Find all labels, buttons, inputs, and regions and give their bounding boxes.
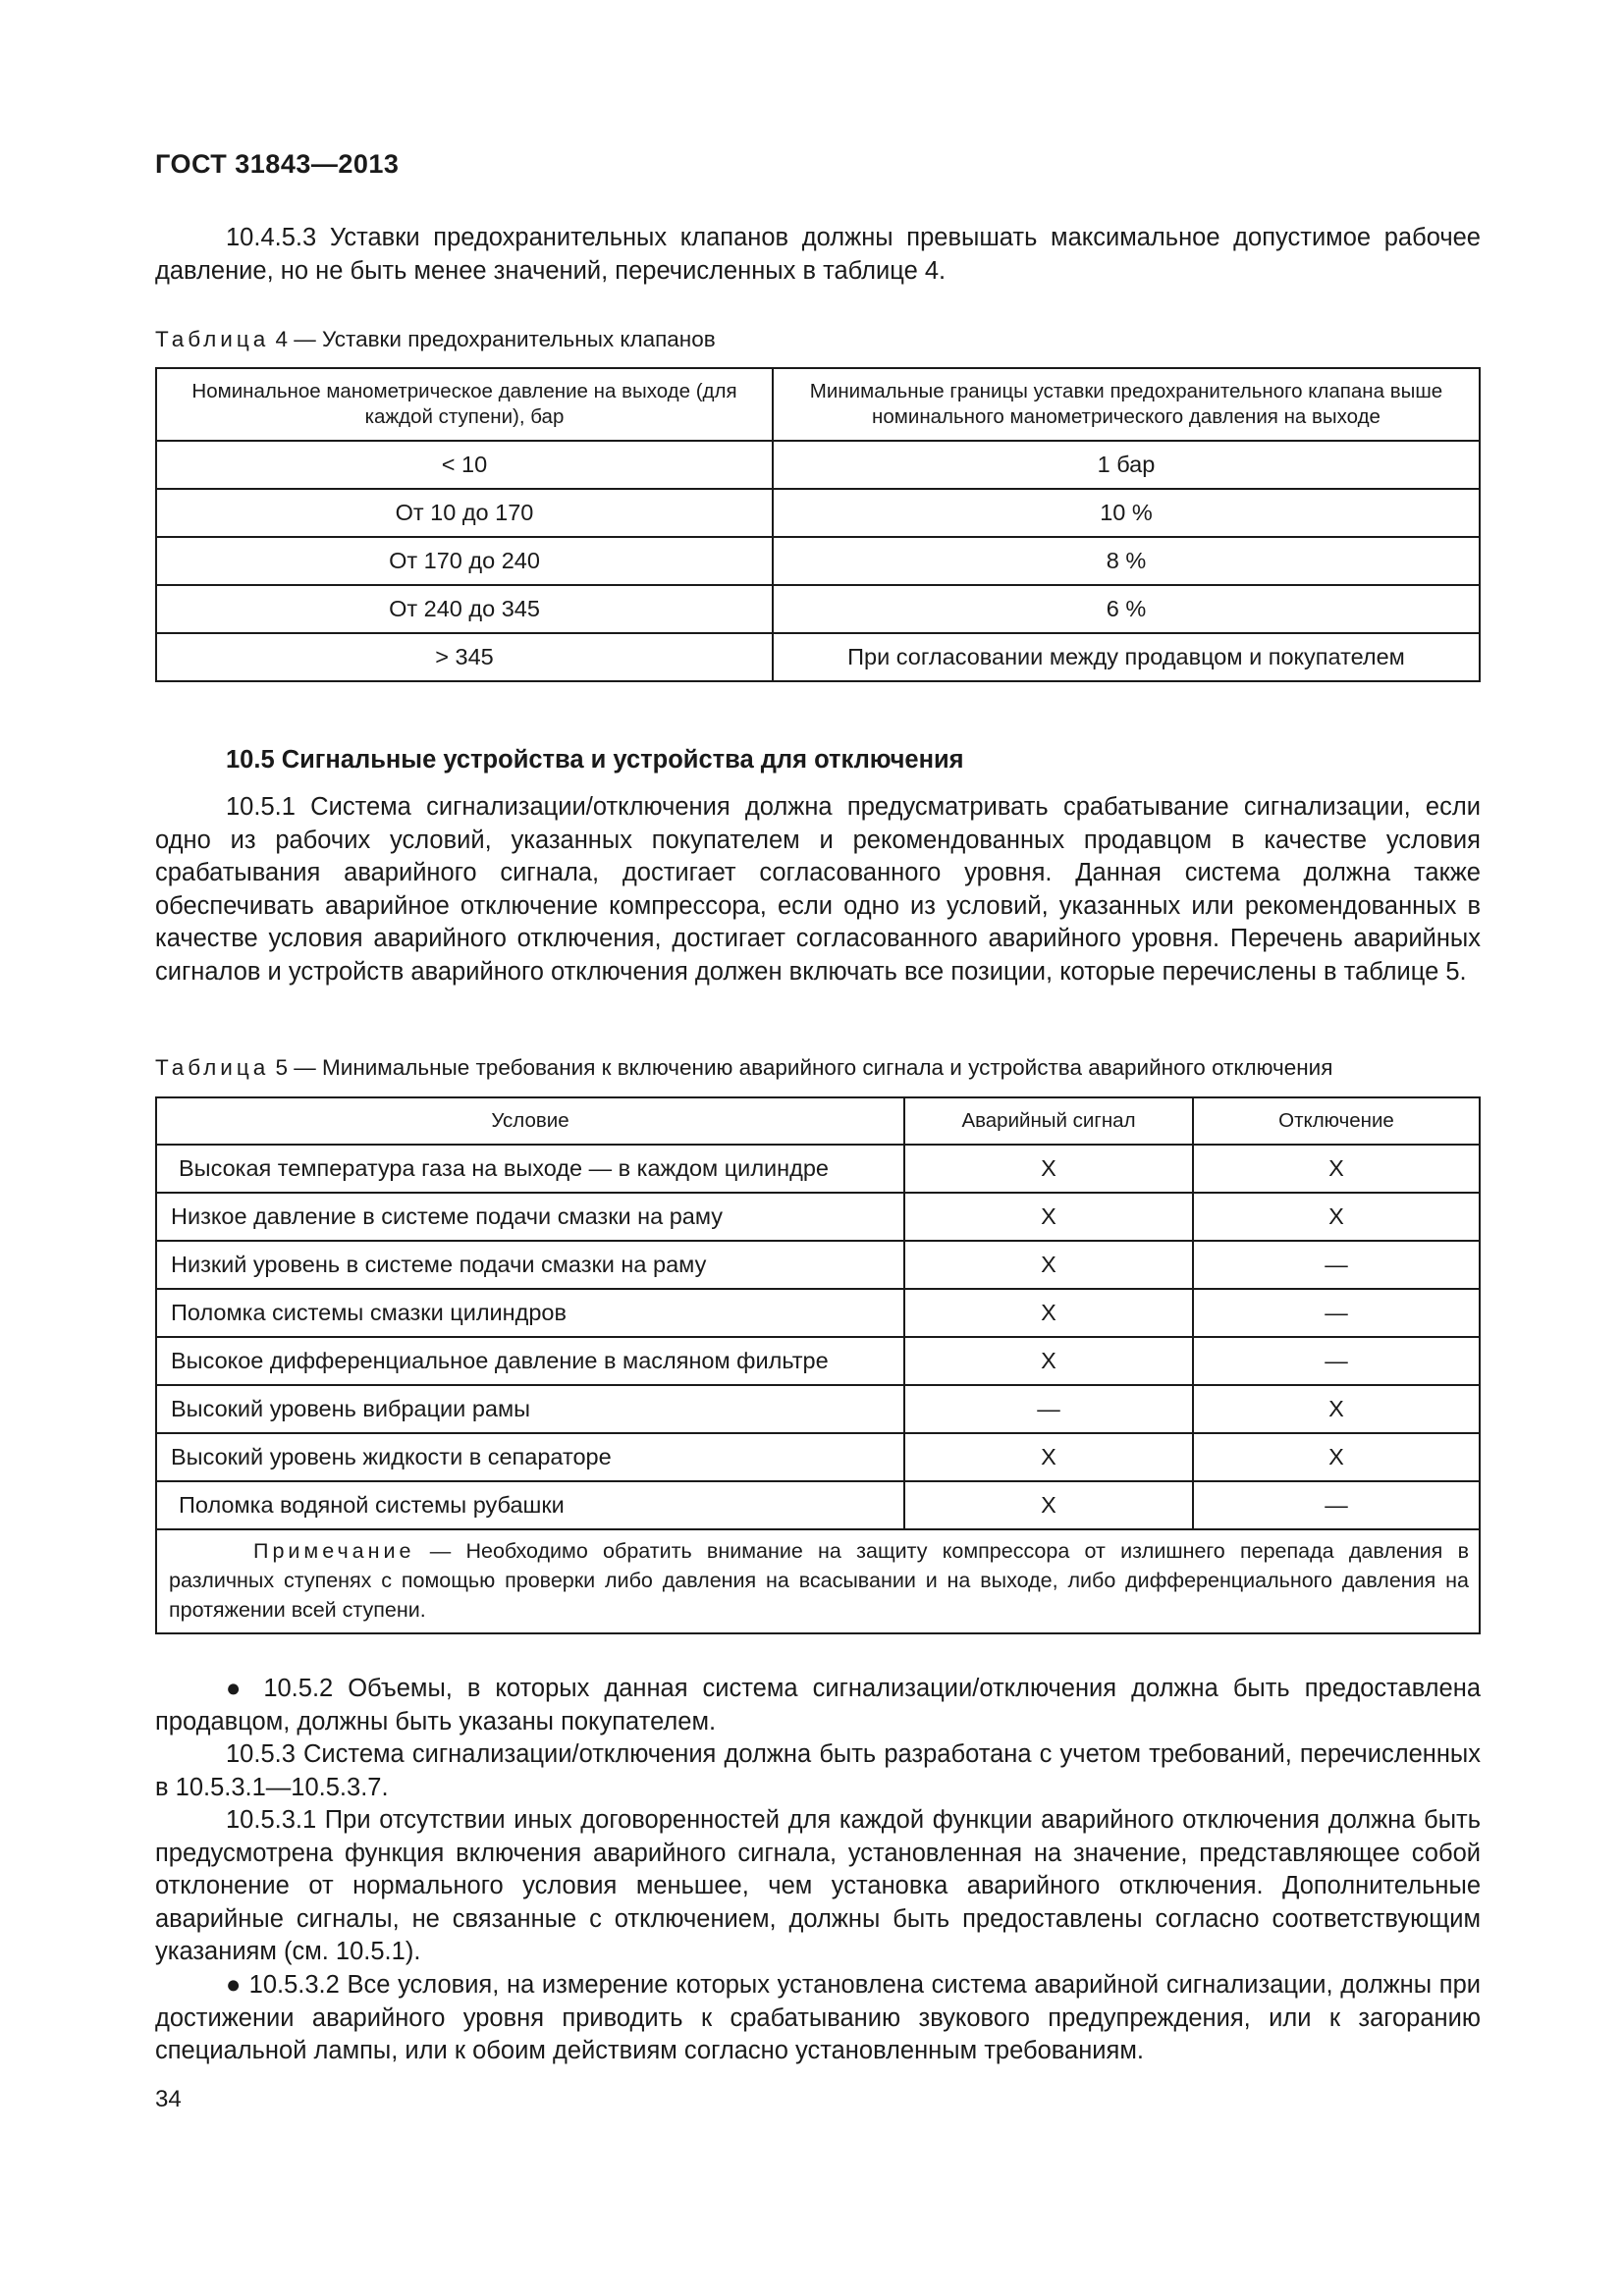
table-5-note [156, 1529, 1480, 1633]
shutdown-cell: X [1193, 1433, 1480, 1481]
table-4-header-row [156, 368, 1480, 441]
page-number: 34 [155, 2086, 182, 2112]
table-5-caption-title: 5 — Минимальные требования к включению аварийного сигнала и устройства аварийного отключения [269, 1055, 1333, 1080]
paragraph-10-5-3-2: ● 10.5.3.2 Все условия, на измерение которых установлена система аварийной сигнализации, должны при достижении аварийного уровня приводить к срабатыванию звукового предупреждения, или к загоранию специальной лампы, или к обоим действиям согласно установленным требованиям. [155, 1971, 1481, 2064]
limit-cell: 1 бар [773, 441, 1480, 489]
limit-cell: 8 % [773, 537, 1480, 585]
section-10-5-heading: 10.5 Сигнальные устройства и устройства для отключения [226, 746, 964, 774]
shutdown-cell: X [1193, 1385, 1480, 1433]
table-4-caption-prefix: Таблица [155, 327, 270, 351]
alarm-cell: X [904, 1289, 1193, 1337]
shutdown-cell: — [1193, 1241, 1480, 1289]
paragraph-10-5-1: 10.5.1 Система сигнализации/отключения должна предусматривать срабатывание сигнализации, если одно из рабочих условий, указанных покупателем и рекомендованных продавцом в качестве условия срабатывания аварийного сигнала, достигает согласованного уровня. Данная система должна также обеспечивать аварийное отключение компрессора, если одно из условий, указанных или рекомендованных в качестве условия аварийного отключения, достигает согласованного аварийного уровня. Перечень аварийных сигналов и устройств аварийного отключения должен включать все позиции, которые перечислены в таблице 5. [155, 793, 1481, 986]
table-row [156, 441, 1480, 489]
table-5-col-alarm-header: Аварийный сигнал [904, 1097, 1193, 1145]
condition-cell: Высокое дифференциальное давление в масляном фильтре [156, 1337, 904, 1385]
note-label: Примечание [253, 1539, 415, 1563]
alarm-cell: X [904, 1193, 1193, 1241]
limit-cell: При согласовании между продавцом и покупателем [773, 633, 1480, 681]
paragraph-10-4-5-3: 10.4.5.3 Уставки предохранительных клапанов должны превышать максимальное допустимое рабочее давление, но не быть менее значений, перечисленных в таблице 4. [155, 224, 1481, 285]
table-row [156, 585, 1480, 633]
shutdown-cell: — [1193, 1481, 1480, 1529]
note-text: — Необходимо обратить внимание на защиту компрессора от излишнего перепада давления в различных ступенях с помощью проверки либо давления на всасывании и на выходе, либо дифференциального давления на протяжении всей ступени. [169, 1539, 1469, 1622]
shutdown-cell: X [1193, 1193, 1480, 1241]
alarm-cell: X [904, 1145, 1193, 1193]
table-5-note-row [156, 1529, 1480, 1633]
table-5-alarm-shutdown-requirements [155, 1096, 1481, 1634]
table-row [156, 1433, 1480, 1481]
document-code: ГОСТ 31843—2013 [155, 149, 400, 179]
limit-cell: 6 % [773, 585, 1480, 633]
table-row [156, 1241, 1480, 1289]
table-5-col-shutdown-header: Отключение [1193, 1097, 1480, 1145]
pressure-cell: < 10 [156, 441, 773, 489]
paragraph-10-5-3: 10.5.3 Система сигнализации/отключения должна быть разработана с учетом требований, перечисленных в 10.5.3.1—10.5.3.7. [155, 1740, 1481, 1801]
table-row [156, 1337, 1480, 1385]
table-5-col-condition-header: Условие [156, 1097, 904, 1145]
table-row [156, 1145, 1480, 1193]
alarm-cell: X [904, 1241, 1193, 1289]
condition-cell: Поломка системы смазки цилиндров [156, 1289, 904, 1337]
table-row [156, 489, 1480, 537]
table-5-caption-prefix: Таблица [155, 1055, 270, 1080]
condition-cell: Низкое давление в системе подачи смазки на раму [156, 1193, 904, 1241]
shutdown-cell: — [1193, 1337, 1480, 1385]
shutdown-cell: X [1193, 1145, 1480, 1193]
table-4-caption [155, 327, 716, 352]
table-row [156, 633, 1480, 681]
shutdown-cell: — [1193, 1289, 1480, 1337]
condition-cell: Высокий уровень вибрации рамы [156, 1385, 904, 1433]
paragraph-10-5-3-1: 10.5.3.1 При отсутствии иных договоренностей для каждой функции аварийного отключения должна быть предусмотрена функция включения аварийного сигнала, установленная на значение, представляющее собой отклонение от нормального условия меньшее, чем установка аварийного отключения. Дополнительные аварийные сигналы, не связанные с отключением, должны быть предоставлены согласно соответствующим указаниям (см. 10.5.1). [155, 1806, 1481, 1965]
limit-cell: 10 % [773, 489, 1480, 537]
alarm-cell: X [904, 1433, 1193, 1481]
table-row [156, 1481, 1480, 1529]
condition-cell: Поломка водяной системы рубашки [156, 1481, 904, 1529]
alarm-cell: X [904, 1481, 1193, 1529]
table-row [156, 537, 1480, 585]
condition-cell: Высокая температура газа на выходе — в каждом цилиндре [156, 1145, 904, 1193]
pressure-cell: > 345 [156, 633, 773, 681]
alarm-cell: X [904, 1337, 1193, 1385]
paragraph-10-5-2: ● 10.5.2 Объемы, в которых данная система сигнализации/отключения должна быть предоставлена продавцом, должны быть указаны покупателем. [155, 1675, 1481, 1735]
table-4-col-pressure-header: Номинальное манометрическое давление на выходе (для каждой ступени), бар [156, 368, 773, 441]
table-5-caption [155, 1055, 1332, 1081]
pressure-cell: От 240 до 345 [156, 585, 773, 633]
alarm-cell: — [904, 1385, 1193, 1433]
table-4-col-limit-header: Минимальные границы уставки предохранительного клапана выше номинального манометрического давления на выходе [773, 368, 1480, 441]
table-4-caption-title: 4 — Уставки предохранительных клапанов [269, 327, 716, 351]
condition-cell: Низкий уровень в системе подачи смазки на раму [156, 1241, 904, 1289]
pressure-cell: От 170 до 240 [156, 537, 773, 585]
table-row [156, 1289, 1480, 1337]
pressure-cell: От 10 до 170 [156, 489, 773, 537]
table-row [156, 1385, 1480, 1433]
table-5-header-row [156, 1097, 1480, 1145]
condition-cell: Высокий уровень жидкости в сепараторе [156, 1433, 904, 1481]
table-4-relief-valve-settings [155, 367, 1481, 682]
table-row [156, 1193, 1480, 1241]
